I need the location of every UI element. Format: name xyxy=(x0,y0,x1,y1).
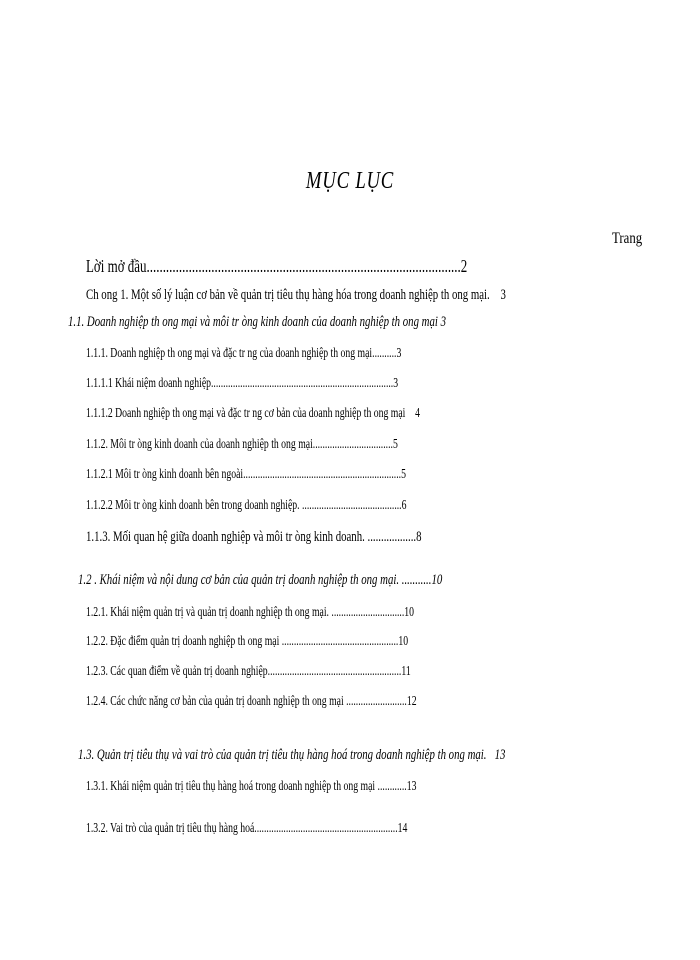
toc-entry-page: 13 xyxy=(406,778,417,793)
toc-entry[interactable] xyxy=(86,633,408,649)
toc-entry-text: 1.1.2.2 Môi tr òng kinh doanh bên trong doanh nghiệp. ......................................... xyxy=(86,497,402,512)
toc-entry-text: 1.2.2. Đặc điểm quản trị doanh nghiệp th ong mại ................................................ xyxy=(86,633,399,648)
toc-entry[interactable] xyxy=(86,693,417,709)
toc-entry[interactable] xyxy=(86,820,407,836)
toc-entry-page: 13 xyxy=(494,747,506,763)
toc-entry-text: 1.1.1. Doanh nghiệp th ong mại và đặc tr ng của doanh nghiệp th ong mại.......... xyxy=(86,345,397,360)
toc-entry-text: 1.1.1.2 Doanh nghiệp th ong mại và đặc tr ng cơ bản của doanh nghiệp th ong mại xyxy=(86,405,406,420)
toc-entry-page: 11 xyxy=(401,663,411,678)
toc-entry-page: 3 xyxy=(500,287,506,303)
toc-entry-text: 1.2 . Khái niệm và nội dung cơ bản của quản trị doanh nghiệp th ong mại. ........... xyxy=(78,572,432,588)
toc-entry[interactable] xyxy=(86,497,406,513)
toc-entry-text: Lời mở đầu................................................................................................. xyxy=(86,256,461,276)
page-column-label: Trang xyxy=(612,230,643,247)
toc-entry[interactable] xyxy=(78,747,505,764)
toc-entry[interactable] xyxy=(86,436,398,452)
toc-entry-text: 1.1.3. Mối quan hệ giữa doanh nghiệp và môi tr òng kinh doanh. .................. xyxy=(86,529,417,545)
toc-entry-text: 1.1.2. Môi tr òng kinh doanh của doanh nghiệp th ong mại................................. xyxy=(86,436,393,451)
toc-entry[interactable] xyxy=(86,405,420,421)
toc-entry-page: 10 xyxy=(404,604,415,619)
toc-entry-text: 1.2.4. Các chức năng cơ bản của quản trị doanh nghiệp th ong mại ......................... xyxy=(86,693,407,708)
toc-entry[interactable] xyxy=(68,314,446,331)
toc-entry-page: 3 xyxy=(393,375,399,390)
toc-entry-page: 8 xyxy=(416,529,422,545)
toc-entry-text: 1.1.2.1 Môi tr òng kinh doanh bên ngoài................................................................. xyxy=(86,466,402,481)
toc-entry[interactable] xyxy=(86,287,506,304)
toc-entry[interactable] xyxy=(86,256,467,277)
toc-entry[interactable] xyxy=(86,529,422,546)
toc-entry[interactable] xyxy=(86,375,398,391)
toc-entry-text: 1.3.2. Vai trò của quản trị tiêu thụ hàng hoá........................................................... xyxy=(86,820,398,835)
toc-entry-page: 2 xyxy=(460,256,468,276)
toc-entry[interactable] xyxy=(86,663,411,679)
toc-entry[interactable] xyxy=(86,604,414,620)
toc-entry-text: 1.2.1. Khái niệm quản trị và quản trị doanh nghiệp th ong mại. .............................. xyxy=(86,604,405,619)
toc-entry-text: 1.1. Doanh nghiệp th ong mại và môi tr òng kinh doanh của doanh nghiệp th ong mại xyxy=(68,314,438,330)
toc-entry-page: 5 xyxy=(392,436,398,451)
toc-entry-page: 3 xyxy=(396,345,402,360)
toc-entry-page: 5 xyxy=(401,466,406,481)
page-title: MỤC LỤC xyxy=(305,168,395,194)
toc-entry-page: 6 xyxy=(401,497,407,512)
toc-entry[interactable] xyxy=(86,778,416,794)
toc-entry[interactable] xyxy=(78,572,442,589)
toc-entry-text: 1.3.1. Khái niệm quản trị tiêu thụ hàng hoá trong doanh nghiệp th ong mại ............ xyxy=(86,778,407,793)
toc-entry-page: 10 xyxy=(398,633,409,648)
toc-entry-page: 4 xyxy=(415,405,420,420)
toc-entry-page: 12 xyxy=(406,693,417,708)
toc-entry[interactable] xyxy=(86,466,406,482)
toc-entry-text: 1.2.3. Các quan điểm về quản trị doanh nghiệp....................................................... xyxy=(86,663,402,678)
toc-entry-text: 1.1.1.1 Khái niệm doanh nghiệp........................................................................... xyxy=(86,375,394,390)
toc-entry-page: 3 xyxy=(440,314,446,330)
toc-entry-text: 1.3. Quản trị tiêu thụ và vai trò của quản trị tiêu thụ hàng hoá trong doanh nghiệp th ong mại. xyxy=(78,747,487,763)
toc-entry-page: 10 xyxy=(431,572,443,588)
toc-entry-text: Ch ong 1. Một số lý luận cơ bản về quản trị tiêu thụ hàng hóa trong doanh nghiệp th ong mại. xyxy=(86,287,490,303)
toc-entry[interactable] xyxy=(86,345,401,361)
toc-entry-page: 14 xyxy=(397,820,408,835)
